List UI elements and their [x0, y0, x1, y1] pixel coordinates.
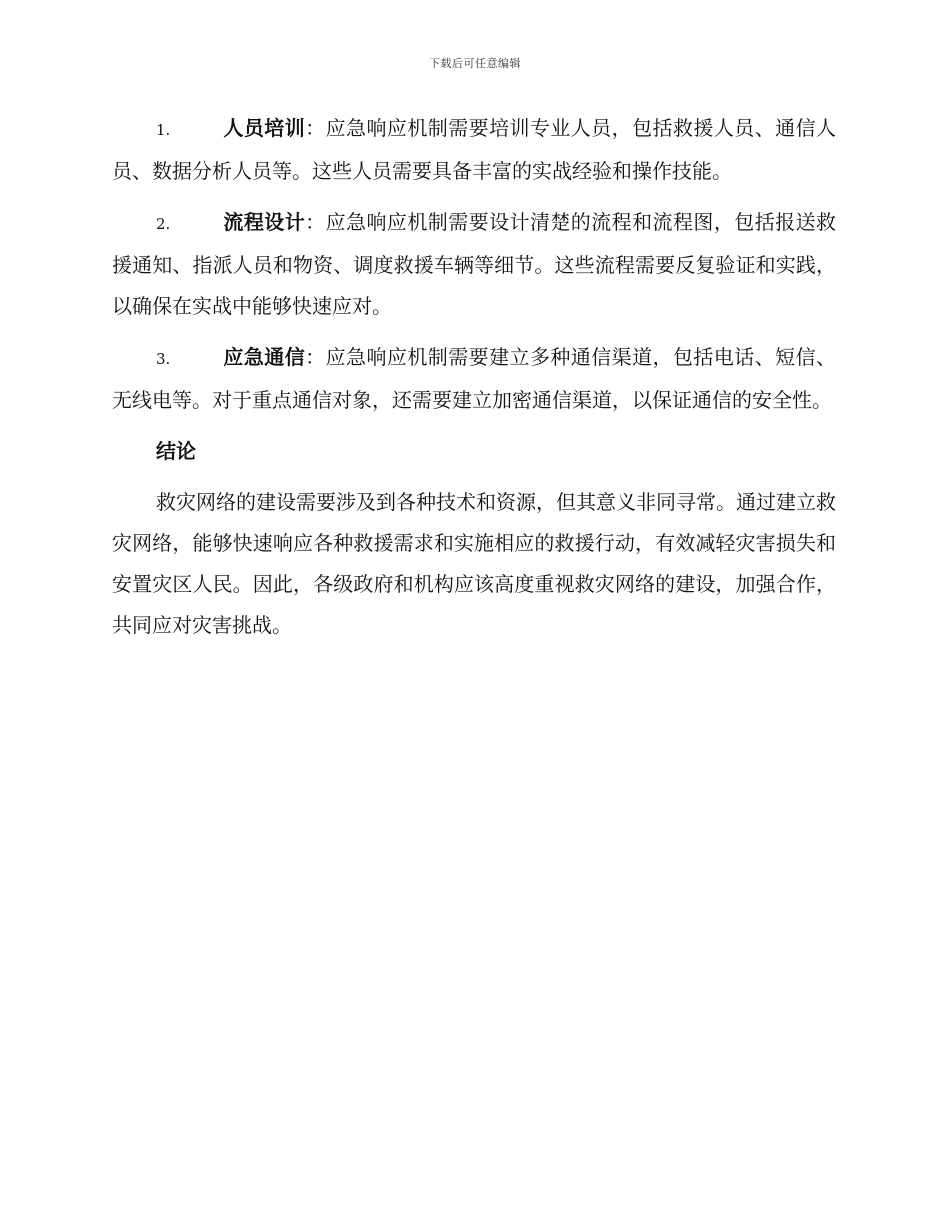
list-item-text: ：应急响应机制需要建立多种通信渠道，包括电话、短信、无线电等。对于重点通信对象，还需要建立加密通信渠道，以保证通信的安全性。	[112, 345, 837, 412]
page-header-note: 下载后可任意编辑	[429, 57, 521, 70]
list-item-number: 1.	[156, 121, 171, 139]
list-item-term: 流程设计	[223, 210, 306, 234]
list-item-number: 2.	[156, 215, 171, 233]
list-item-number: 3.	[156, 350, 171, 368]
section-heading-conclusion: 结论	[156, 439, 196, 463]
list-item-term: 人员培训	[223, 116, 306, 140]
list-item-term: 应急通信	[223, 345, 306, 369]
document-body	[112, 108, 836, 646]
list-item-text: ：应急响应机制需要设计清楚的流程和流程图，包括报送救援通知、指派人员和物资、调度救援车辆等细节。这些流程需要反复验证和实践，以确保在实战中能够快速应对。	[112, 210, 837, 318]
conclusion-paragraph: 救灾网络的建设需要涉及到各种技术和资源，但其意义非同寻常。通过建立救灾网络，能够快速响应各种救援需求和实施相应的救援行动，有效减轻灾害损失和安置灾区人民。因此，各级政府和机构应该高度重视救灾网络的建设，加强合作，共同应对灾害挑战。	[112, 490, 836, 637]
list-item-2	[112, 202, 836, 327]
list-item-text: ：应急响应机制需要培训专业人员，包括救援人员、通信人员、数据分析人员等。这些人员需要具备丰富的实战经验和操作技能。	[112, 116, 837, 183]
list-item-3	[112, 337, 836, 421]
list-item-1	[112, 108, 836, 192]
